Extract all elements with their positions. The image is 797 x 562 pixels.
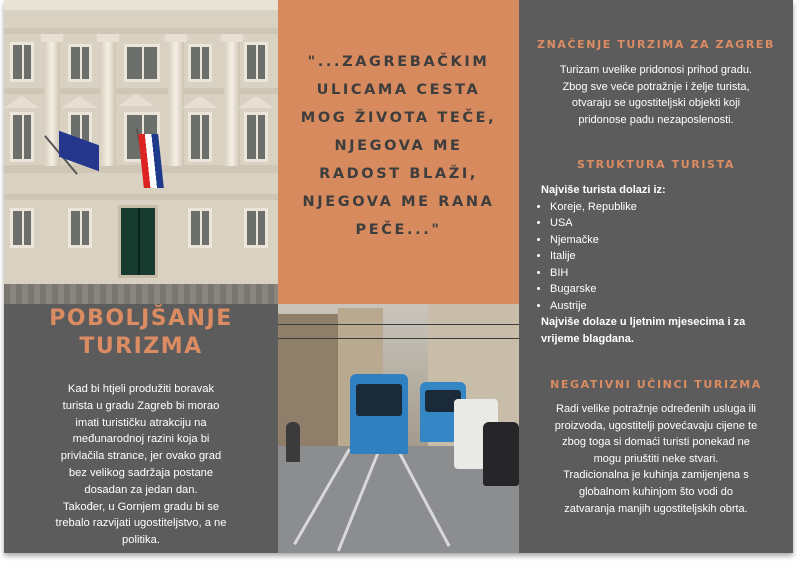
list-item: • Italije <box>550 248 637 264</box>
window-pediment <box>182 96 218 108</box>
poem-quote: "...ZAGREBAČKIM ULICAMA CESTA MOG ŽIVOTA TEČE, NJEGOVA ME RADOST BLAŽI, NJEGOVA ME RANA PEČE..." <box>300 54 497 238</box>
text-line: Najviše dolaze u ljetnim mjesecima i za <box>541 316 746 328</box>
text-line: Kad bi htjeli produžiti boravak <box>67 383 215 395</box>
text-line: Također, u Gornjem gradu bi se <box>62 500 220 513</box>
text-line: imati turističku atrakciju na <box>75 416 207 429</box>
column-capital <box>41 34 63 42</box>
structure-outro <box>541 314 745 347</box>
text-line: otvaraju se ugostiteljski objekti koji <box>571 97 741 110</box>
improvement-text <box>22 381 260 549</box>
roof-cornice <box>4 0 278 10</box>
window <box>244 208 268 248</box>
window-pediment <box>4 96 40 108</box>
text-line: globalnom kuhinjom što vodi do <box>578 485 734 498</box>
window <box>10 42 34 82</box>
column <box>100 38 116 166</box>
overhead-wire <box>278 324 519 325</box>
structure-intro: Najviše turista dolazi iz: <box>541 184 666 196</box>
window-pediment <box>238 96 274 108</box>
text-line: dosadan za jedan dan. <box>84 483 198 496</box>
text-line: turista u gradu Zagreb bi morao <box>62 399 220 412</box>
government-building-photo <box>4 0 278 304</box>
text-line: mogu priuštiti neke stvari. <box>593 452 719 465</box>
text-line: Turizam uvelike pridonosi prihod gradu. <box>559 64 753 76</box>
cobblestone-pavement <box>4 284 278 304</box>
overhead-wire <box>278 338 519 339</box>
window <box>124 44 160 82</box>
window <box>244 112 268 162</box>
window <box>68 44 92 82</box>
negative-text <box>519 401 793 517</box>
ground-cornice <box>4 194 278 200</box>
text-line: zbog toga si domaći turisti ponekad ne <box>562 436 750 449</box>
list-item: • USA <box>550 215 637 231</box>
text-line: privlačila strance, jer ovako grad <box>60 450 222 463</box>
text-line: Radi velike potražnje određenih usluga ili <box>556 403 756 415</box>
text-line: vrijeme blagdana. <box>541 332 634 345</box>
column-capital <box>221 34 243 42</box>
tram-windshield <box>356 384 402 416</box>
window <box>10 112 34 162</box>
text-line: Tradicionalna je kuhinja zamijenjena s <box>563 469 749 482</box>
section-heading-improvement: POBOLJŠANJE TURIZMA <box>49 306 233 359</box>
text-line: pridonose padu nezaposlenosti. <box>578 113 734 126</box>
text-line: Zbog sve veće potražnje i želje turista, <box>562 80 750 93</box>
quote-panel <box>278 0 519 304</box>
window-pediment <box>61 96 97 108</box>
list-item: • BIH <box>550 265 637 281</box>
window <box>188 44 212 82</box>
section-heading-negative: NEGATIVNI UČINCI TURIZMA <box>550 378 762 391</box>
tourism-info-panel <box>519 0 793 553</box>
text-line: međunarodnoj razini koja bi <box>72 433 210 446</box>
text-line: zatvaranja manjih ugostiteljskih obrta. <box>564 502 748 515</box>
window <box>68 208 92 248</box>
tram-street-photo <box>278 304 519 553</box>
country-list <box>536 199 637 314</box>
window <box>188 112 212 162</box>
list-item: • Koreje, Republike <box>550 199 637 215</box>
text-line: politika. <box>122 534 160 547</box>
list-item: • Njemačke <box>550 232 637 248</box>
text-line: proizvoda, ugostitelji povećavaju cijene te <box>554 419 758 432</box>
text-line: bez velikog sadržaja postane <box>68 466 214 479</box>
list-item: • Bugarske <box>550 281 637 297</box>
dark-car <box>483 422 519 486</box>
text-line: trebalo razvijati ugostiteljstvo, a ne <box>55 517 227 530</box>
list-item: • Austrije <box>550 298 637 314</box>
section-heading-structure: STRUKTURA TURISTA <box>577 158 735 171</box>
column-capital <box>97 34 119 42</box>
importance-text <box>519 62 793 128</box>
window-pediment <box>118 94 154 106</box>
brochure-page <box>4 0 793 553</box>
column-capital <box>165 34 187 42</box>
tourism-improvement-panel <box>4 304 278 553</box>
pedestrian <box>286 422 300 462</box>
window <box>244 42 268 82</box>
window <box>10 208 34 248</box>
tram-front <box>350 374 408 454</box>
window <box>188 208 212 248</box>
entrance-door <box>118 205 158 278</box>
section-heading-importance: ZNAČENJE TURZIMA ZA ZAGREB <box>537 38 775 51</box>
